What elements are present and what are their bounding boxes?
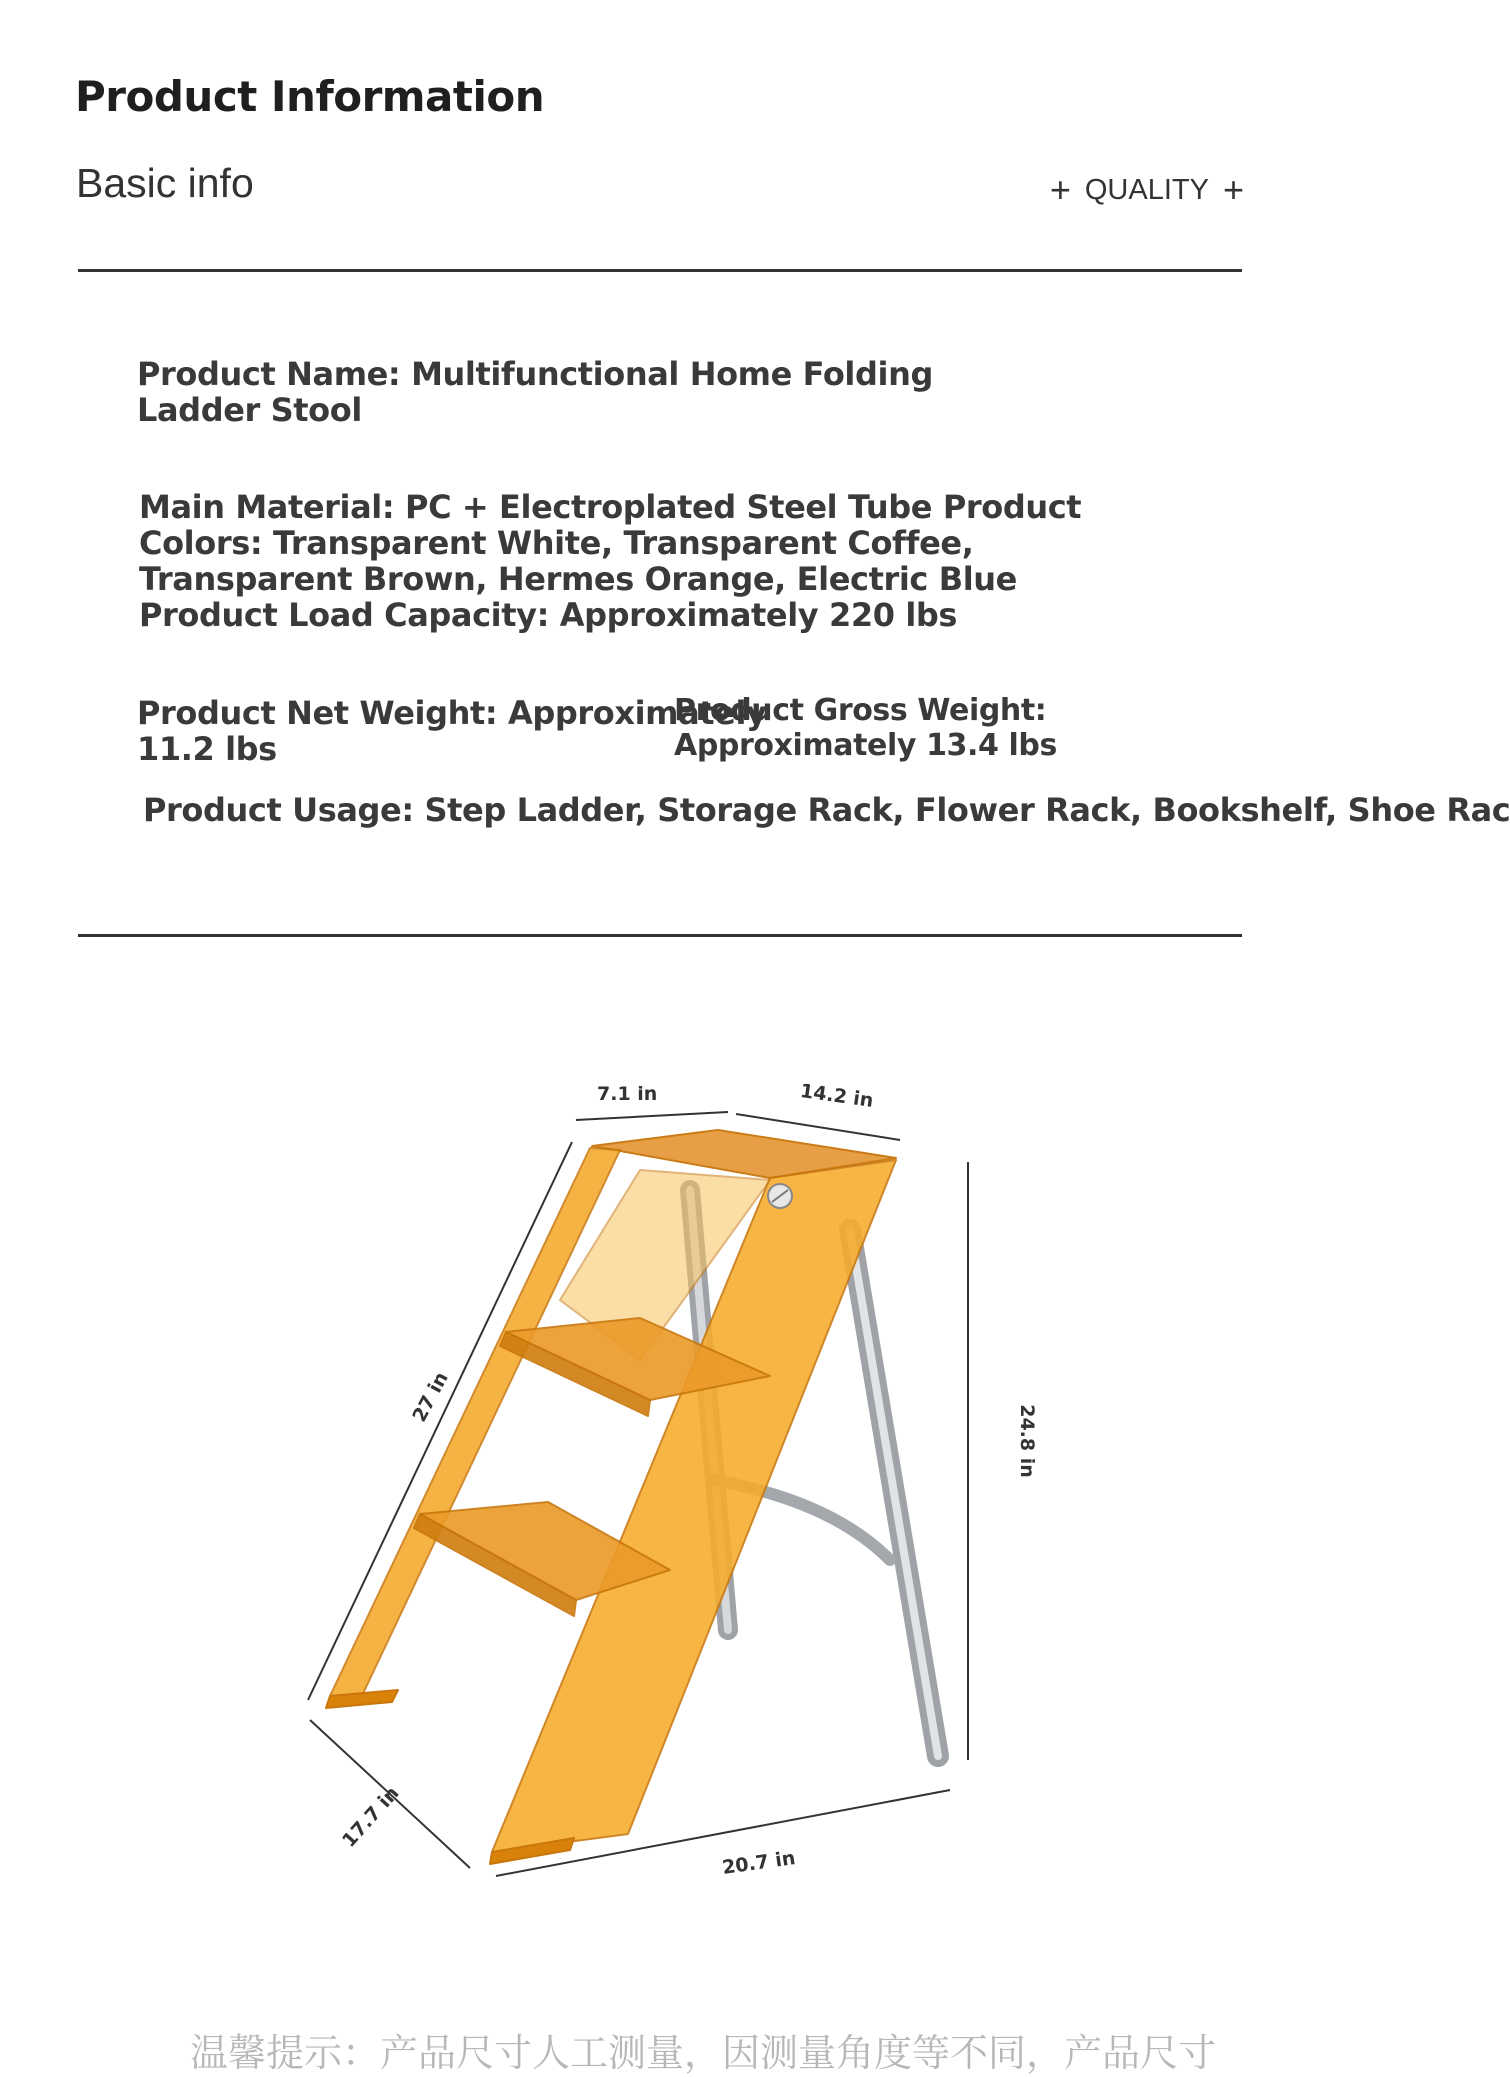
dimension-base-depth: 17.7 in (337, 1782, 404, 1852)
quality-label: QUALITY (1084, 173, 1209, 206)
page-title: Product Information (75, 72, 545, 121)
product-usage: Product Usage: Step Ladder, Storage Rack, Flower Rack, Bookshelf, Shoe Rac (143, 791, 1510, 829)
dimension-top-depth: 7.1 in (597, 1083, 658, 1105)
plus-icon: + (1049, 169, 1071, 210)
dimension-base-width: 20.7 in (720, 1846, 797, 1880)
plus-icon: + (1222, 169, 1244, 210)
dimension-top-width: 14.2 in (798, 1079, 875, 1113)
product-name: Product Name: Multifunctional Home Folding Ladder Stool (137, 355, 933, 429)
footnote: 温馨提示：产品尺寸人工测量，因测量角度等不同，产品尺寸 (190, 2031, 1217, 2075)
section-subtitle: Basic info (76, 160, 254, 206)
net-weight: Product Net Weight: Approximately 11.2 lbs (137, 694, 767, 768)
gross-weight: Product Gross Weight: Approximately 13.4 lbs (674, 693, 1057, 763)
material-colors-capacity: Main Material: PC + Electroplated Steel Tube Product Colors: Transparent White, Transparent Coffee, Transparent Brown, Hermes Orange, Electric Blue Product Load Capacity: Approximately 220 lbs (139, 488, 1082, 634)
dimension-side-length: 27 in (408, 1368, 453, 1426)
dimension-height: 24.8 in (1015, 1404, 1038, 1478)
